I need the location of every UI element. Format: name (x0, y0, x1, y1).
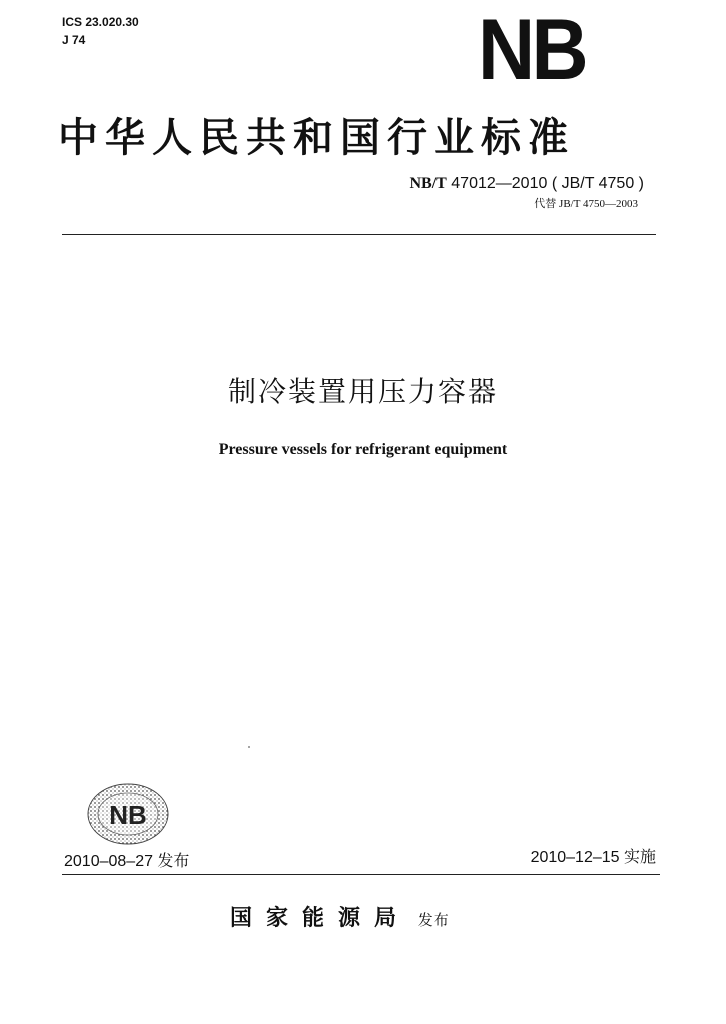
bottom-divider (62, 874, 660, 875)
implement-date: 2010–12–15 实施 (530, 849, 656, 866)
top-divider (62, 234, 656, 235)
document-title-zh: 制冷装置用压力容器 (227, 375, 498, 408)
ics-code: ICS 23.020.30 (62, 15, 139, 29)
issuer-action: 发布 (417, 911, 450, 929)
issuer-name: 国家能源局 (230, 905, 411, 931)
standard-prefix: NB/T (409, 175, 447, 192)
standard-number (409, 174, 644, 194)
publish-date: 2010–08–27 发布 (64, 853, 190, 870)
document-title-en: Pressure vessels for refrigerant equipment (218, 441, 508, 458)
classification-code: J 74 (62, 33, 86, 47)
standard-number-value: 47012—2010 ( JB/T 4750 ) (451, 175, 644, 192)
nb-seal-icon (86, 782, 170, 846)
nb-logo: NB (478, 2, 585, 98)
issuer (230, 904, 450, 934)
seal-text: NB (109, 800, 147, 830)
national-standard-title: 中华人民共和国行业标准 (58, 114, 575, 161)
replaces-note: 代替 JB/T 4750—2003 (534, 198, 638, 210)
speck (248, 746, 250, 748)
